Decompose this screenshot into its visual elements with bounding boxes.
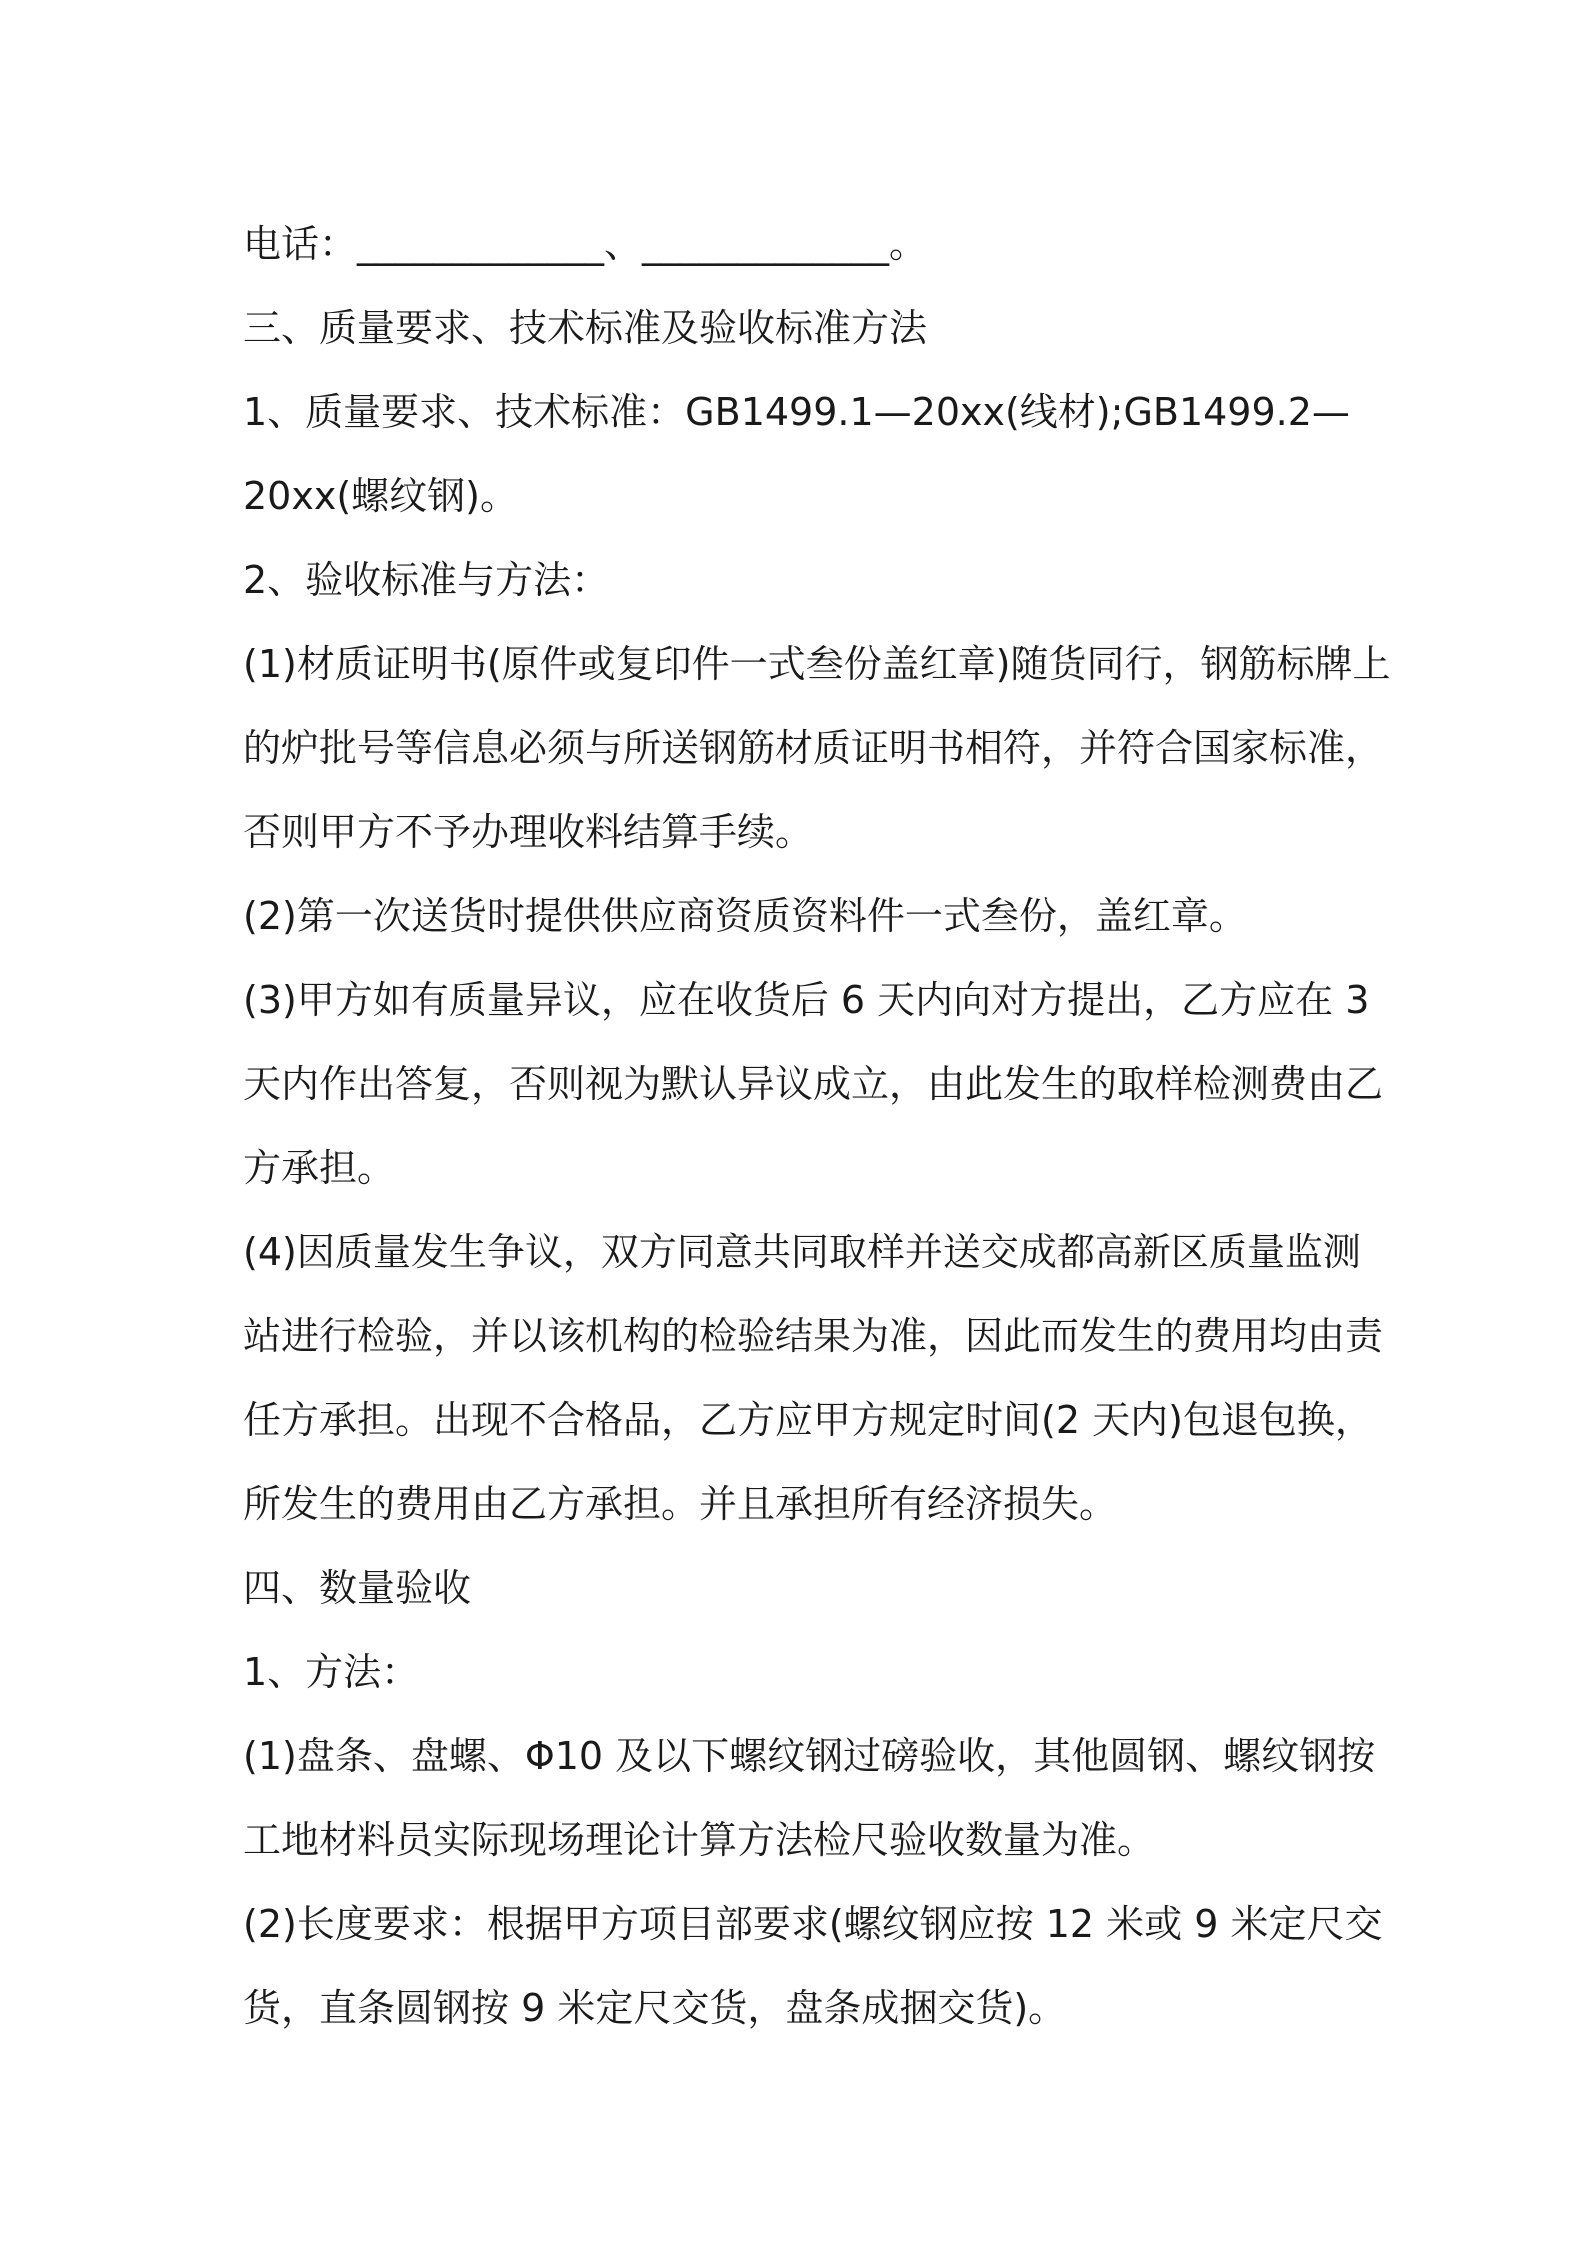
section-heading-quantity: 四、数量验收 [243,1566,472,1610]
paragraph-line: 任方承担。出现不合格品，乙方应甲方规定时间(2 天内)包退包换， [243,1398,1373,1442]
paragraph-line: 否则甲方不予办理收料结算手续。 [243,810,814,854]
paragraph-line: 所发生的费用由乙方承担。并且承担所有经济损失。 [243,1482,1118,1526]
paragraph-line: (1)材质证明书(原件或复印件一式叁份盖红章)随货同行，钢筋标牌上 [243,642,1391,686]
paragraph-line: 天内作出答复，否则视为默认异议成立，由此发生的取样检测费由乙 [243,1062,1384,1106]
paragraph-line: 货，直条圆钢按 9 米定尺交货，盘条成捆交货)。 [243,1986,1067,2030]
paragraph-line: 20xx(螺纹钢)。 [243,474,518,518]
paragraph-line: (4)因质量发生争议，双方同意共同取样并送交成都高新区质量监测 [243,1230,1361,1274]
phone-line: 电话：_____________、_____________。 [243,222,928,266]
paragraph-line: (3)甲方如有质量异议，应在收货后 6 天内向对方提出，乙方应在 3 [243,978,1370,1022]
paragraph-line: (2)长度要求：根据甲方项目部要求(螺纹钢应按 12 米或 9 米定尺交 [243,1902,1383,1946]
subheading-acceptance-method: 2、验收标准与方法： [243,558,610,602]
paragraph-line: 站进行检验，并以该机构的检验结果为准，因此而发生的费用均由责 [243,1314,1384,1358]
paragraph-line: 方承担。 [243,1146,396,1190]
paragraph-line: 的炉批号等信息必须与所送钢筋材质证明书相符，并符合国家标准， [243,726,1384,770]
paragraph-line: 工地材料员实际现场理论计算方法检尺验收数量为准。 [243,1818,1156,1862]
paragraph-line: 1、质量要求、技术标准：GB1499.1—20xx(线材);GB1499.2— [243,390,1350,434]
section-heading-quality: 三、质量要求、技术标准及验收标准方法 [243,306,928,350]
paragraph-line: (2)第一次送货时提供供应商资质资料件一式叁份，盖红章。 [243,894,1247,938]
subheading-method: 1、方法： [243,1650,420,1694]
paragraph-line: (1)盘条、盘螺、Φ10 及以下螺纹钢过磅验收，其他圆钢、螺纹钢按 [243,1734,1376,1778]
document-body [243,202,1391,2050]
